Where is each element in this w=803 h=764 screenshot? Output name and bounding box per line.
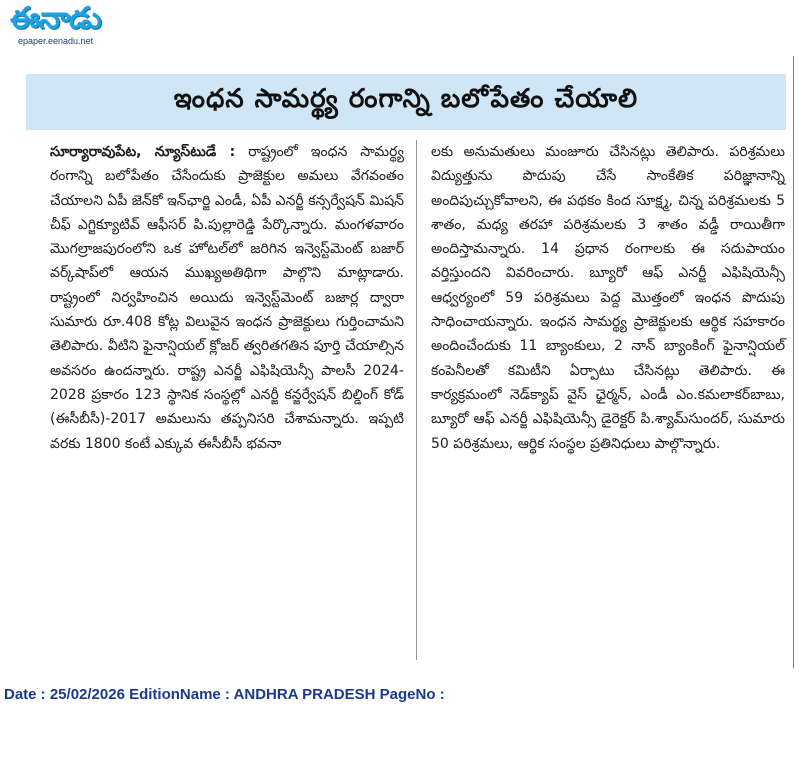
article-column-right-text: లకు అనుమతులు మంజూరు చేసినట్లు తెలిపారు. పరిశ్రమలు విద్యుత్తును పొదుపు చేసే సాంకేతిక పరిజ్ఞానాన్ని అందిపుచ్చుకోవాలని, ఈ పథకం కింద సూక్ష్మ, చిన్న పరిశ్రమలకు 5 శాతం, మధ్య తరహా పరిశ్రమలకు 3 శాతం వడ్డీ రాయితీగా అందిస్తామన్నారు. 14 ప్రధాన రంగాలకు ఈ సదుపాయం వర్తిస్తుందని వివరించారు. బ్యూరో ఆఫ్ ఎనర్జీ ఎఫిషియెన్సీ ఆధ్వర్యంలో 59 పరిశ్రమలు పెద్ద మొత్తంలో ఇంధన పొదుపు సాధించాయన్నారు. ఇంధన సామర్థ్య ప్రాజెక్టులకు ఆర్థిక సహకారం అందించేందుకు 11 బ్యాంకులు, 2 నాన్ బ్యాంకింగ్ ఫైనాన్షియల్ కంపెనీలతో కమిటీని ఏర్పాటు చేసినట్లు తెలిపారు. ఈ కార్యక్రమంలో నెడ్‌క్యాప్ వైస్ ఛైర్మన్, ఎండీ ఎం.కమలాకర్‌బాబు, బ్యూరో ఆఫ్ ఎనర్జీ ఎఫిషియెన్సీ డైరెక్టర్ పి.శ్యామ్‌సుందర్, సుమారు 50 పరిశ్రమలు, ఆర్థిక సంస్థల ప్రతినిధులు పాల్గొన్నారు. <box>431 144 785 452</box>
article-dateline: సూర్యారావుపేట, న్యూస్‌టుడే : <box>50 144 236 160</box>
article-body <box>50 140 785 660</box>
article-column-right <box>431 140 785 660</box>
headline-band <box>26 74 786 130</box>
article-headline: ఇంధన సామర్థ్య రంగాన్ని బలోపేతం చేయాలి <box>173 84 639 114</box>
article-column-left-text: రాష్ట్రంలో ఇంధన సామర్థ్య రంగాన్ని బలోపేతం చేసేందుకు ప్రాజెక్టుల అమలు వేగవంతం చేయాలని ఏపీ జెన్‌కో ఇన్‌ఛార్జి ఎండీ, ఏపీ ఎనర్జీ కన్సర్వేషన్ మిషన్ చీఫ్ ఎగ్జిక్యూటివ్ ఆఫీసర్ పి.పుల్లారెడ్డి పేర్కొన్నారు. మంగళవారం మొగల్రాజపురంలోని ఒక హోటల్‌లో జరిగిన ఇన్వెస్ట్‌మెంట్ బజార్ వర్క్‌షాప్‌లో ఆయన ముఖ్యఅతిథిగా పాల్గొని మాట్లాడారు. రాష్ట్రంలో నిర్వహించిన అయిదు ఇన్వెస్ట్‌మెంట్ బజార్ల ద్వారా సుమారు రూ.408 కోట్ల విలువైన ఇంధన ప్రాజెక్టులు గుర్తించామని తెలిపారు. వీటిని ఫైనాన్షియల్ క్లోజర్ త్వరితగతిన పూర్తి చేయాల్సిన అవసరం ఉందన్నారు. రాష్ట్ర ఎనర్జీ ఎఫిషియెన్సీ పాలసీ 2024-2028 ప్రకారం 123 స్థానిక సంస్థల్లో ఎనర్జీ కన్జర్వేషన్ బిల్డింగ్ కోడ్ (ఈసీబీసీ)-2017 అమలును తప్పనిసరి చేశామన్నారు. ఇప్పటి వరకు 1800 కంటే ఎక్కువ ఈసీబీసీ భవనా <box>50 144 404 452</box>
article-column-left <box>50 140 417 660</box>
logo-url: epaper.eenadu.net <box>18 36 94 46</box>
logo-wordmark: ఈనాడు <box>10 1 101 36</box>
edition-footer: Date : 25/02/2026 EditionName : ANDHRA PRADESH PageNo : <box>4 686 445 703</box>
eenadu-logo <box>6 2 146 54</box>
